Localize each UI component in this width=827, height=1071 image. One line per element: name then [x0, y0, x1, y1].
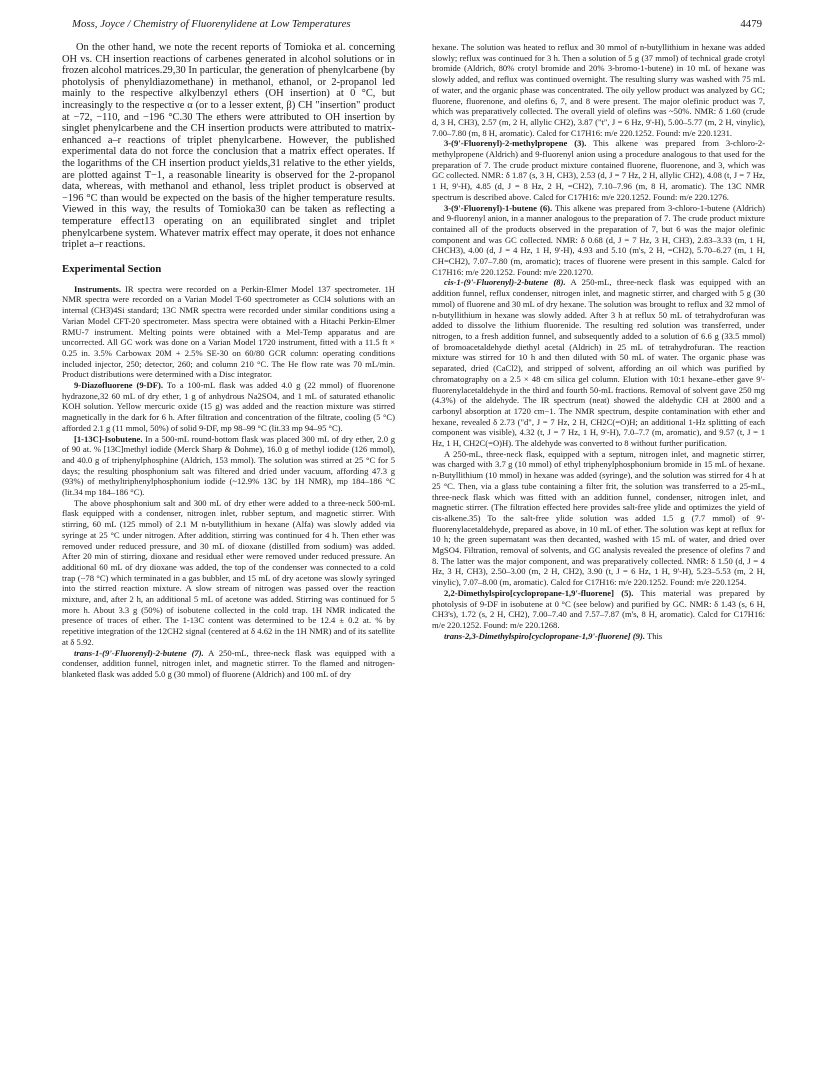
run-in-title-instruments: Instruments. [74, 283, 122, 294]
trans-dimethylspiro-text: This [644, 630, 663, 641]
paragraph-phosphonium: The above phosphonium salt and 300 mL of dry ether were added to a three-neck 500-mL flask equipped with a condenser, nitrogen inlet, rubber septum, and magnetic stirrer. With stirring, 60 mL (125 mmol) of 2.1 M n-butyllithium in hexane (Alfa) was slowly added via syringe at 25 °C under nitrogen. After addition, stirring was continued for 4 h. Then ether was removed under reduced pressure, and 30 mL of dioxane (distilled from sodium) was added. After 20 min of stirring, dioxane and residual ether were removed under reduced pressure. An additional 60 mL of dry dioxane was added, the top of the condenser was connected to a cold trap (−78 °C) which terminated in a gas bubbler, and 15 mL of dry acetone was slowly syringed into the stirred reaction mixture. A slow stream of nitrogen was passed over the reaction mixture, and, after 2 h, an additional 5 mL of acetone was added. Stirring was continued for 5 more h. About 3.3 g (50%) of isobutene collected in the cold trap. 1H NMR indicated the presence of traces of ether. The 1-13C content was determined to be 12.4 ± 0.2 at. % by repetitive integration of the 12CH2 signal (centered at δ 4.62 in the 1H NMR) and of its satellite at δ 5.92. [62, 497, 395, 647]
run-in-title-dimethylspiro: 2,2-Dimethylspiro[cyclopropane-1,9'-fluorene] (5). [444, 587, 634, 598]
run-in-title-butene: 3-(9'-Fluorenyl)-1-butene (6). [444, 202, 553, 213]
instruments-text: IR spectra were recorded on a Perkin-Elmer Model 137 spectrometer. 1H NMR spectra were recorded on a Varian Model T-60 spectrometer as CCl4 solutions with an internal (CH3)4Si standard; 13C NMR spectra were recorded under similar conditions using a Varian Model CFT-20 spectrometer. Mass spectra were obtained with a Hitachi Perkin-Elmer RMU-7 instrument. Melting points were obtained with a Mel-Temp apparatus and are uncorrected. All GC work was done on a Varian Model 1720 instrument, fitted with a 11.5 ft × 0.25 in. 3.5% Carbowax 20M + 2.5% SE-30 on 60/80 GCR column: operating conditions included injector, 250; detector, 260; and column 210 °C. The He flow rate was 70 mL/min. Product distributions were determined with a Disc integrator. [62, 283, 395, 380]
running-head [72, 16, 762, 32]
paragraph-isobutene [62, 434, 395, 498]
paragraph-instruments [62, 284, 395, 380]
butene-text: This alkene was prepared from 3-chloro-1-butene (Aldrich) and 9-fluorenyl anion, in a manner analogous to the preparation of 7. The crude product mixture contained all of the products observed in the preparation of 7, but 6 was the major olefinic component and was GC collected. NMR: δ 0.68 (d, J = 7 Hz, 3 H, CH3), 2.83–3.33 (m, 1 H, CHCH3), 4.00 (d, J = 4 Hz, 1 H, 9'-H), 4.93 and 5.10 (m's, 2 H, =CH2), 5.70–6.27 (m, 1 H, CH=CH2), 7.07–7.80 (m, aromatic); traces of fluorene were present in this sample. Calcd for C17H16: m/e 220.1252. Found: m/e 220.1270. [432, 202, 765, 277]
paragraph-trans-butene [62, 648, 395, 680]
trans-butene-text: A 250-mL, three-neck flask was equipped with a condenser, addition funnel, nitrogen inlet, and magnetic stirrer. To the flamed and nitrogen-blanketed flask was added 5.0 g (30 mmol) of fluorene (Aldrich) and 100 mL of dry [62, 647, 395, 679]
paragraph-butene [432, 203, 765, 278]
run-in-title-trans-dimethylspiro: trans-2,3-Dimethylspiro[cyclopropane-1,9'-fluorene] (9). [444, 630, 645, 641]
isobutene-text: In a 500-mL round-bottom flask was placed 300 mL of dry ether, 2.0 g of 90 at. % [13C]methyl iodide (Merck Sharp & Dohme), 16.0 g of methyl iodide (126 mmol), and 40.0 g of triphenylphosphine (Aldrich, 153 mmol). The solution was stirred at 25 °C for 5 days; the resulting phosphonium salt was filtered and dried under vacuum, affording 47.3 g (93%) of methyltriphenylphosphonium iodide (~12.9% 13C by 1H NMR), mp 184–186 °C (lit.34 mp 184–186 °C). [62, 433, 395, 498]
left-column [62, 42, 395, 680]
dimethylspiro-text: This material was prepared by photolysis of 9-DF in isobutene at 0 °C (see below) and purified by GC. NMR: δ 1.43 (s, 6 H, CH3's), 1.72 (s, 2 H, CH2), 7.00–7.40 and 7.57–7.87 (m's, 8 H, aromatic). Calcd for C17H16: m/e 220.1252. Found: m/e 220.1268. [432, 587, 765, 630]
paragraph-cis-butene [432, 277, 765, 448]
paragraph-diazofluorene [62, 380, 395, 434]
run-in-title-diazofluorene: 9-Diazofluorene (9-DF). [74, 380, 164, 391]
paragraph-dimethylspiro [432, 588, 765, 631]
run-in-title-methylpropene: 3-(9'-Fluorenyl)-2-methylpropene (3). [444, 138, 587, 149]
run-in-title-isobutene: [1-13C]-Isobutene. [74, 433, 143, 444]
paragraph-trans-dimethylspiro [432, 631, 765, 642]
diazofluorene-text: To a 100-mL flask was added 4.0 g (22 mmol) of fluorenone hydrazone,32 60 mL of dry ether, 1 g of anhydrous Na2SO4, and 1 mL of saturated ethanolic KOH solution. Yellow mercuric oxide (15 g) was added and the reaction mixture was stirred magnetically in the dark for 6 h. After filtration and concentration of the filtrate, cooling (5 °C) afforded 2.1 g (11 mmol, 50%) of solid 9-DF, mp 98–99 °C (lit.33 mp 94–95 °C). [62, 380, 395, 433]
cis-butene-text: A 250-mL, three-neck flask was equipped with an addition funnel, reflux condenser, nitrogen inlet, and magnetic stirrer, and charged with 5 g (30 mmol) of fluorene and 30 mL of dry hexane. The solution was brought to reflux and 32 mmol of n-butyllithium in hexane was slowly added. After 3 h at reflux 50 mL of tetrahydrofuran was added to dissolve the lithium fluorenide. The resulting red solution was transferred, under nitrogen, to a fresh addition funnel, and subsequently added to a solution of 6.6 g (33.5 mmol) of bromoacetaldehyde diethyl acetal (Aldrich) in 25 mL of tetrahydrofuran. The reaction mixture was stirred for 10 h and then diluted with 50 mL of water. The organic phase was separated, dried (CaCl2), and stripped of solvent, affording an oil which was purified by chromatography on a 2.5 × 48 cm silica gel column. Elution with 10:1 hexane–ether gave 9'-fluorenylacetaldehyde in the third and fourth 50-mL fractions. Removal of solvent gave 250 mg (4.3%) of the aldehyde. The IR spectrum (neat) showed the aldehydic CH at 2800 and a carbonyl absorption at 1720 cm−1. The NMR spectrum, despite contamination with ether and hexane, revealed δ 2.73 ("d", J = 7 Hz, 2 H, CH2C(=O)H; an additional 1-Hz splitting of each component was visible), 4.32 (t, J = 7 Hz, 1 H, 9'-H), 7.0–7.7 (m, aromatic), and 9.57 (t, J = 1 Hz, 1 H, CH2C(=O)H). The aldehyde was converted to 8 without further purification. [432, 277, 765, 449]
running-head-title: Moss, Joyce / Chemistry of Fluorenylidene at Low Temperatures [72, 18, 351, 30]
paragraph-methylpropene [432, 138, 765, 202]
page-number: 4479 [740, 18, 762, 30]
paragraph-hexane-continued: hexane. The solution was heated to reflux and 30 mmol of n-butyllithium in hexane was added slowly; reflux was continued for 3 h. Then a solution of 5 g (37 mmol) of technical grade crotyl bromide (Aldrich, 80% crotyl bromide and 20% 3-bromo-1-butene) in 10 mL of hexane was slowly added, and reflux was continued overnight. The resulting slurry was washed with 75 mL of water, and the organic phase was concentrated. The oily yellow product was analyzed by GC; fluorene, fluorenone, and olefins 6, 7, and 8 were present. The major olefinic product was 7, which was preparatively collected. The overall yield of olefins was ~50%. NMR: δ 1.60 (crude d, 3 H, CH3), 2.57 (m, 2 H, allylic CH2), 3.87 ("t", J = 6 Hz, 9'-H), 5.00–5.77 (m, 2 H, vinylic), 7.00–7.80 (m, 8 H, aromatic). Calcd for C17H16: m/e 220.1252. Found: m/e 220.1231. [432, 42, 765, 138]
methylpropene-text: This alkene was prepared from 3-chloro-2-methylpropene (Aldrich) and 9-fluorenyl anion using a procedure analogous to that used for the preparation of 7. The crude product mixture contained fluorene, fluorenone, and 3, which was GC collected. NMR: δ 1.87 (s, 3 H, CH3), 2.53 (d, J = 7 Hz, 2 H, allylic CH2), 4.08 (t, J = 7 Hz, 1 H, 9'-H), 4.85 (d, J = 8 Hz, 2 H, =CH2), 7.10–7.96 (m, 8 H, aromatic). The 13C NMR spectrum is described above. Calcd for C17H16: m/e 220.1252. Found: m/e 220.1276. [432, 138, 765, 202]
section-heading-experimental: Experimental Section [62, 262, 162, 275]
run-in-title-cis-butene: cis-1-(9'-Fluorenyl)-2-butene (8). [444, 277, 566, 288]
run-in-title-trans-butene: trans-1-(9'-Fluorenyl)-2-butene (7). [74, 647, 204, 658]
paragraph-wittig: A 250-mL, three-neck flask, equipped with a septum, nitrogen inlet, and magnetic stirrer, was charged with 3.7 g (10 mmol) of ethyl triphenylphosphonium bromide in 15 mL of hexane. n-Butyllithium (10 mmol) in hexane was added (syringe), and the solution was stirred for 4 h at 25 °C. Then, via a glass tube containing a filter frit, the solution was transferred to a 25-mL, three-neck flask which was fitted with an addition funnel, condenser, nitrogen inlet, and magnetic stirrer. (The filtration effected here provides salt-free ylide and optimizes the yield of cis-alkene.35) To the salt-free ylide solution was added 1.5 g (7.7 mmol) of 9'-fluorenylacetaldehyde, prepared as above, in 10 mL of ether. The solution was kept at reflux for 10 h; the green supernatant was then decanted, washed with 15 mL of water, and dried over MgSO4. Filtration, removal of solvents, and GC analysis revealed the presence of olefins 7 and 8. The latter was the major component, and was preparatively collected. NMR: δ 1.50 (d, J = 4 Hz, 3 H, CH3), 2.50–3.00 (m, 2 H, CH2), 3.90 (t, J = 6 Hz, 1 H, 9'-H), 5.23–5.53 (m, 2 H, vinylic), 7.07–8.00 (m, aromatic). Calcd for C17H16: m/e 220.1252. Found: m/e 220.1254. [432, 448, 765, 588]
right-column [432, 42, 765, 641]
paragraph-tomioka: On the other hand, we note the recent reports of Tomioka et al. concerning OH vs. CH insertion reactions of carbenes generated in alcohol solutions or in frozen alcohol matrices.29,30 In particular, the generation of phenylcarbene (by photolysis of phenyldiazomethane) in methanol, ethanol, or 2-propanol led mainly to the respective alkylbenzyl ethers (OH insertion) at 0 °C, but increasingly to the respective α (or to a lesser extent, β) CH "insertion" product at −72, −110, and −196 °C.30 The ethers were attributed to OH insertion by singlet phenylcarbene and the CH insertion products were attributed to matrix-enhanced a–r reactions of triplet phenylcarbene. However, the published experimental data do not force the conclusion that a matrix effect operates. If the logarithms of the CH insertion product yields,31 relative to the ether yields, are plotted against T−1, a reasonable linearity is observed for the 2-propanol data, whereas, with methanol and ethanol, less triplet product is observed at −196 °C than would be expected on the basis of the higher temperature results. Viewed in this way, the results of Tomioka30 can be taken as reflecting a temperature effect13 operating on an equilibrated singlet and triplet phenylcarbene system. Whatever matrix effect may operate, it does not enhance triplet a–r reactions. [62, 42, 395, 251]
